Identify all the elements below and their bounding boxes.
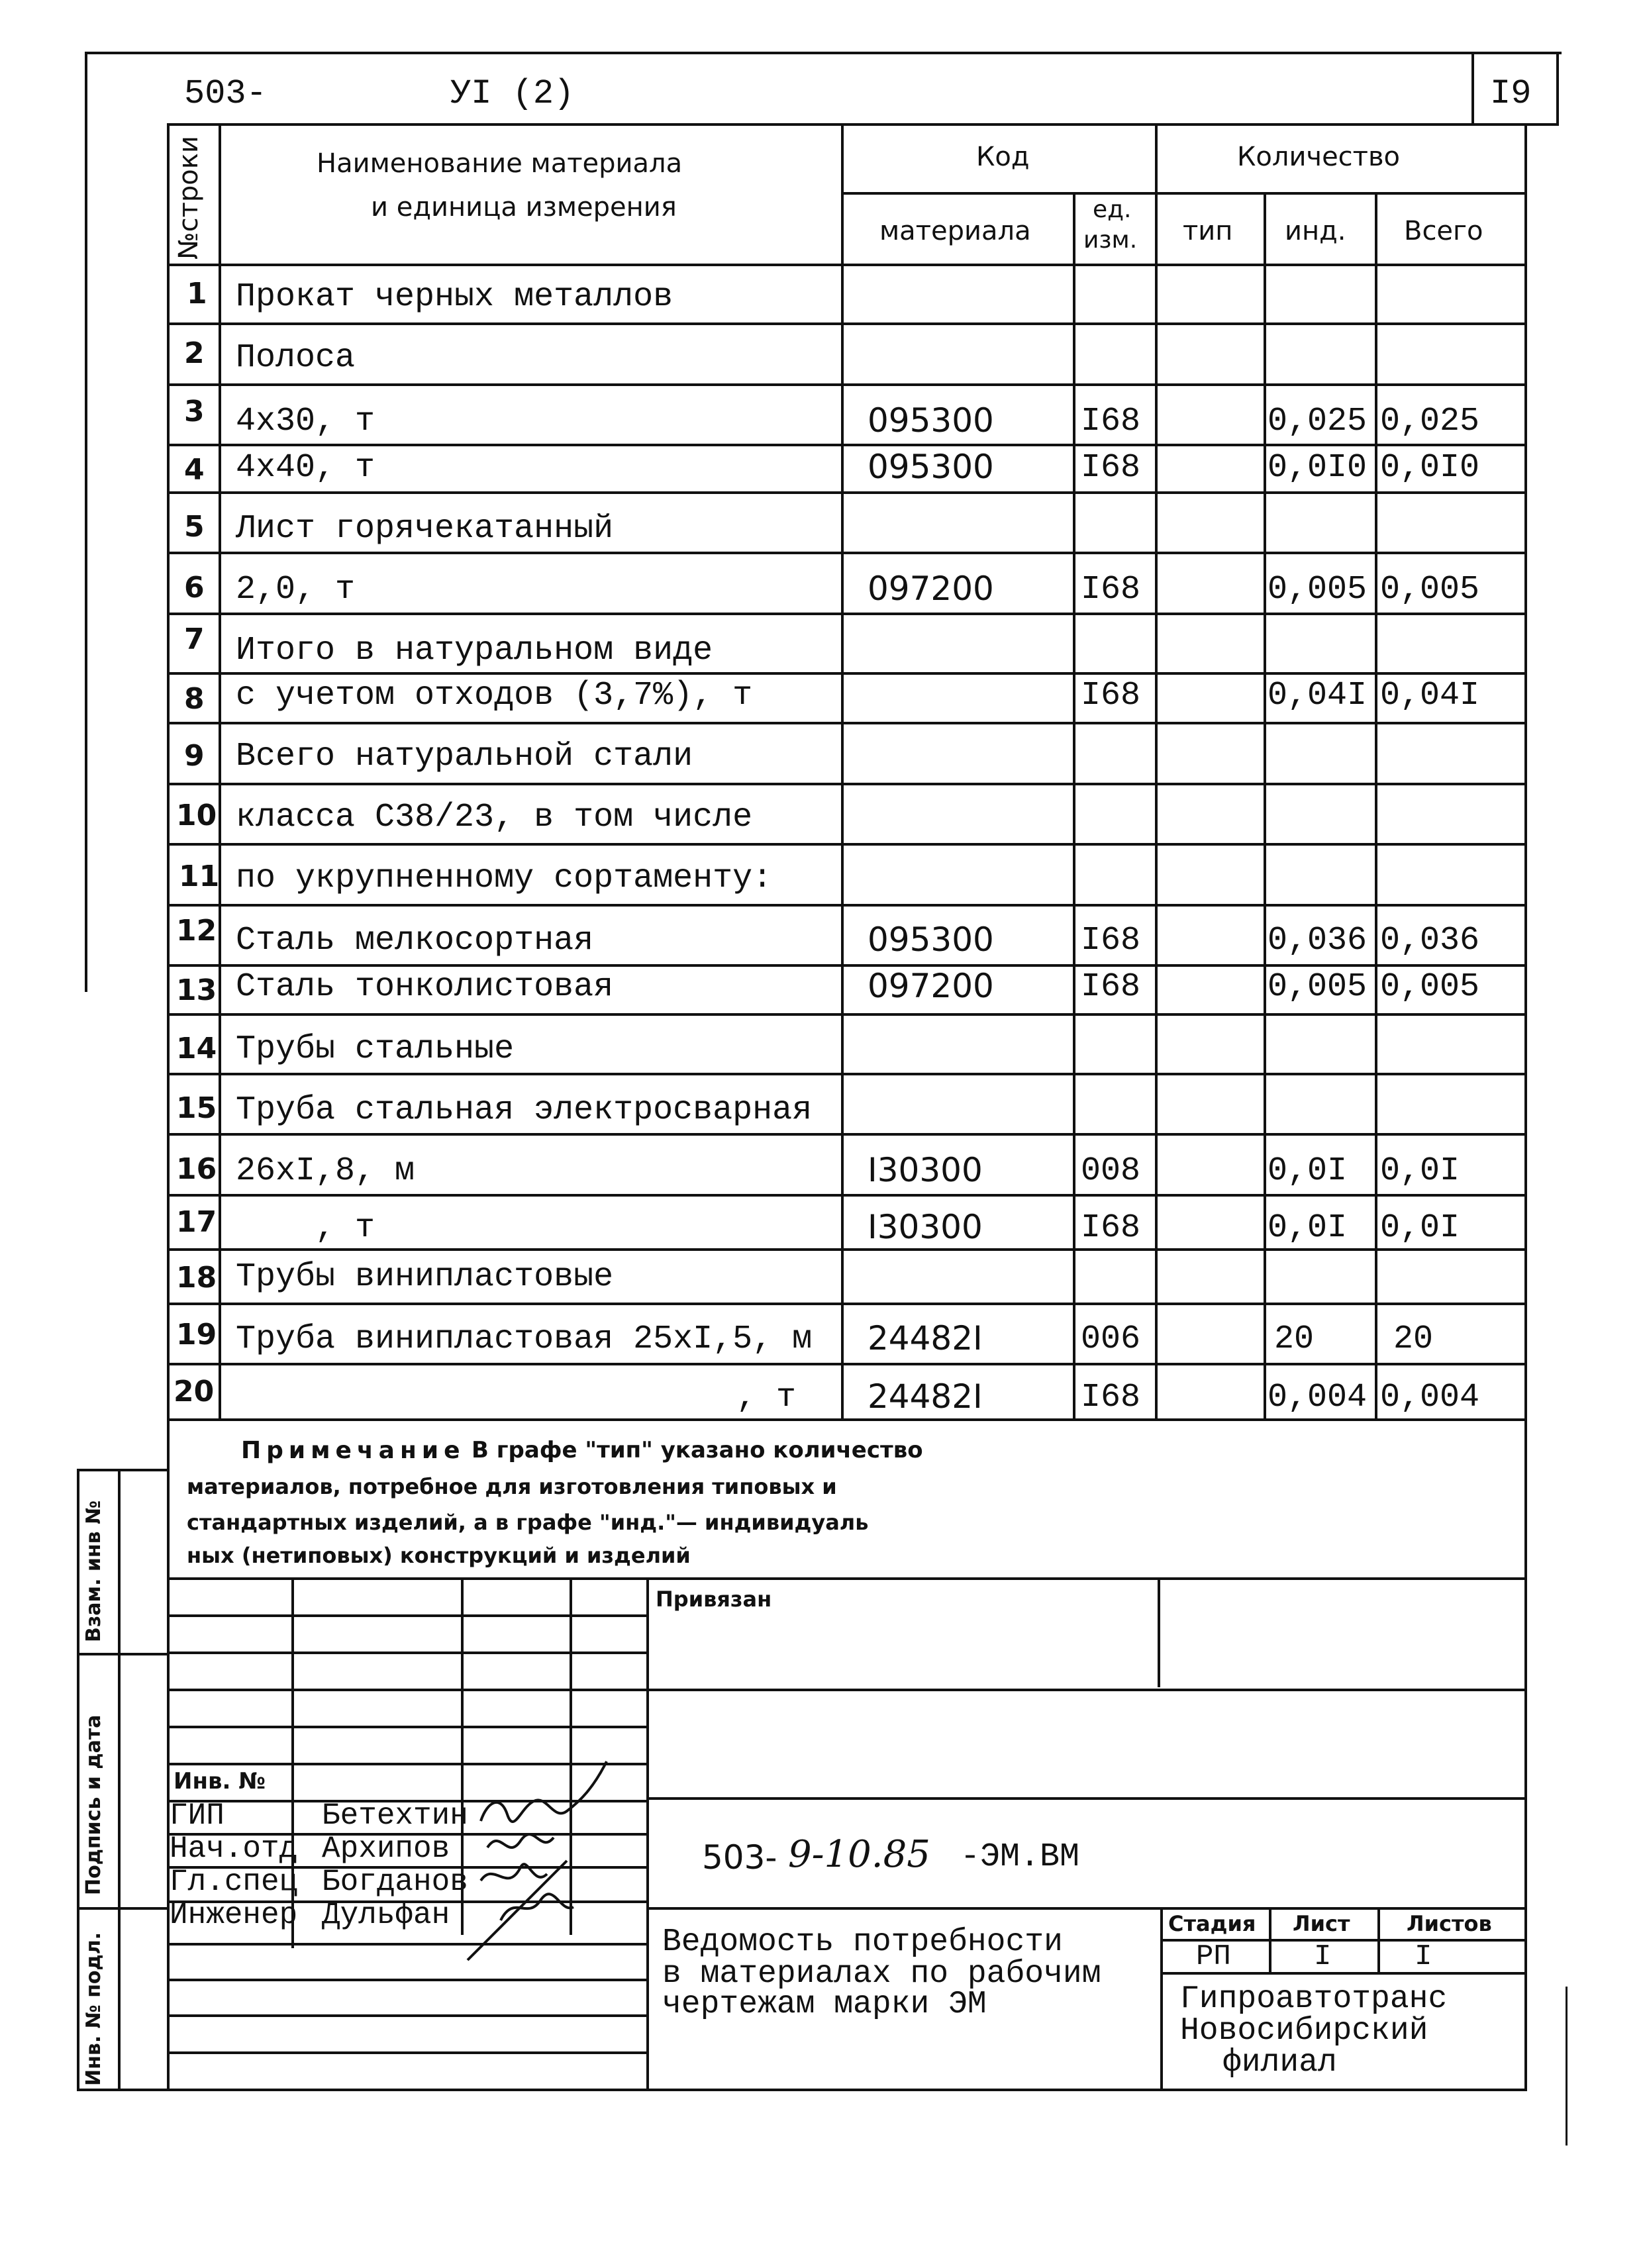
row-line-7	[167, 672, 1526, 675]
doc-title-line-1: Ведомость потребности	[662, 1924, 1063, 1960]
col-header-code: Код	[976, 142, 1030, 172]
col-header-row-no: №строки	[174, 136, 204, 260]
sheet-number-box-left	[1471, 52, 1474, 126]
col-header-ind: инд.	[1285, 216, 1346, 246]
row-name: 4х40, т	[236, 449, 375, 487]
role-nach-otd: Нач.отд	[170, 1832, 298, 1866]
row-name: 2,0, т	[236, 571, 356, 609]
col-header-type: тип	[1183, 216, 1233, 246]
name-betekhtin: Бетехтин	[322, 1799, 468, 1833]
row-name: Итого в натуральном виде	[236, 632, 713, 669]
row-line-9	[167, 783, 1526, 785]
note-line-4: ных (нетиповых) конструкций и изделий	[187, 1543, 691, 1568]
row-ind: 0,036	[1268, 922, 1368, 960]
tb-code-bottom	[646, 1907, 1526, 1910]
issue-label: УI (2)	[450, 74, 575, 113]
row-ind: 0,005	[1268, 968, 1368, 1006]
row-name: Труба стальная электросварная	[236, 1091, 813, 1129]
row-line-2	[167, 383, 1526, 386]
note-line-3: стандартных изделий, а в графе "инд."— индивидуаль	[187, 1510, 869, 1535]
row-line-5	[167, 552, 1526, 554]
col-line-name	[841, 123, 844, 1418]
row-unit: I68	[1081, 922, 1141, 960]
row-number: 17	[176, 1205, 217, 1239]
row-total: 0,0I	[1380, 1152, 1460, 1190]
name-arkhipov: Архипов	[322, 1832, 450, 1866]
row-ind: 0,005	[1268, 571, 1368, 609]
row-number: 2	[184, 336, 205, 370]
row-line-12	[167, 964, 1526, 967]
col-header-unit-1: ед.	[1093, 196, 1132, 223]
org-line-1: Гипроавтотранс	[1180, 1981, 1448, 2017]
header-bottom-line	[167, 264, 1526, 266]
sheet-number-box-right	[1556, 52, 1559, 126]
row-name: Трубы стальные	[236, 1030, 515, 1068]
role-inzhener: Инженер	[170, 1898, 298, 1932]
frame-bottom-line	[77, 2089, 1527, 2091]
row-number: 10	[176, 799, 217, 832]
row-line-1	[167, 322, 1526, 325]
doc-code-prefix: 503-	[702, 1838, 777, 1877]
row-number: 13	[176, 973, 217, 1007]
row-number: 8	[184, 682, 205, 716]
row-name: , т	[236, 1209, 375, 1247]
table-right-border	[1524, 123, 1527, 2090]
row-total: 0,004	[1380, 1379, 1480, 1416]
row-unit: I68	[1081, 403, 1141, 440]
col-header-name-line1: Наименование материала	[317, 148, 683, 179]
row-ind: 0,0I	[1268, 1209, 1348, 1247]
row-total: 20	[1393, 1320, 1434, 1358]
role-gip: ГИП	[170, 1799, 224, 1833]
col-line-type	[1264, 192, 1266, 1418]
row-unit: I68	[1081, 1379, 1141, 1416]
org-line-3: филиал	[1222, 2045, 1337, 2081]
row-total: 0,04I	[1380, 677, 1480, 715]
tb-left-row-2	[167, 1652, 648, 1654]
row-ind: 0,025	[1268, 403, 1368, 440]
row-number: 7	[184, 622, 205, 656]
row-name: Полоса	[236, 339, 356, 377]
signatures-drawing	[461, 1748, 653, 1967]
note-label: Примечание	[241, 1437, 466, 1464]
header-mid-line	[841, 192, 1526, 195]
row-number: 4	[184, 453, 205, 487]
row-line-11	[167, 904, 1526, 907]
row-number: 15	[176, 1091, 217, 1125]
col-line-code	[1073, 192, 1075, 1418]
doc-code-handwritten: 9-10.85	[788, 1833, 930, 1876]
row-name: 4х30, т	[236, 403, 375, 440]
row-line-18	[167, 1303, 1526, 1305]
org-line-2: Новосибирский	[1180, 2013, 1428, 2049]
tb-left-row-11	[167, 1979, 648, 1981]
side-stamp-podpis: Подпись и дата	[82, 1714, 105, 1895]
row-name: с учетом отходов (3,7%), т	[236, 677, 753, 715]
row-unit: I68	[1081, 677, 1141, 715]
side-stamp-line-2	[77, 1907, 170, 1910]
sheets-value: I	[1415, 1940, 1432, 1973]
row-line-14	[167, 1073, 1526, 1075]
row-code: 24482I	[868, 1319, 983, 1357]
row-code: I30300	[868, 1208, 983, 1246]
row-line-15	[167, 1133, 1526, 1136]
side-stamp-line-1	[77, 1653, 170, 1655]
col-header-quantity: Количество	[1237, 142, 1401, 172]
row-unit: I68	[1081, 968, 1141, 1006]
series-label: 503-	[184, 74, 267, 113]
row-code: 097200	[868, 967, 994, 1005]
row-line-13	[167, 1013, 1526, 1016]
col-header-code-material: материала	[879, 216, 1031, 246]
row-unit: I68	[1081, 1209, 1141, 1247]
page-edge-mark	[1566, 1987, 1568, 2145]
row-total: 0,005	[1380, 571, 1480, 609]
stage-block-left	[1160, 1907, 1163, 2089]
sheet-number: I9	[1490, 74, 1532, 113]
row-number: 6	[184, 571, 205, 605]
row-code: I30300	[868, 1151, 983, 1189]
stage-label: Стадия	[1168, 1911, 1256, 1936]
frame-top-line	[85, 52, 1562, 54]
doc-title-line-3: чертежам марки ЭМ	[662, 1987, 987, 2022]
row-total: 0,0I	[1380, 1209, 1460, 1247]
col-header-unit-2: изм.	[1083, 226, 1138, 254]
side-stamp-vzam: Взам. инв №	[82, 1500, 105, 1642]
row-ind: 0,004	[1268, 1379, 1368, 1416]
tb-row-3	[167, 1689, 1526, 1691]
row-name: Сталь мелкосортная	[236, 922, 594, 960]
tb-left-row-13	[167, 2051, 648, 2054]
row-line-17	[167, 1248, 1526, 1251]
row-unit: 006	[1081, 1320, 1141, 1358]
col-line-unit	[1155, 123, 1158, 1418]
row-name: Сталь тонколистовая	[236, 968, 614, 1006]
row-number: 14	[176, 1032, 217, 1065]
col-line-rowno	[219, 123, 221, 1418]
row-ind: 0,04I	[1268, 677, 1368, 715]
table-left-border	[167, 123, 170, 2090]
tb-left-row-12	[167, 2014, 648, 2017]
row-unit: 008	[1081, 1152, 1141, 1190]
row-number: 5	[184, 510, 205, 544]
row-number: 9	[184, 739, 205, 773]
row-total: 0,005	[1380, 968, 1480, 1006]
col-line-ind	[1375, 192, 1377, 1418]
col-header-total: Всего	[1404, 216, 1483, 246]
row-total: 0,036	[1380, 922, 1480, 960]
row-line-19	[167, 1363, 1526, 1365]
role-gl-spec: Гл.спец	[170, 1865, 298, 1899]
stage-value: РП	[1196, 1940, 1231, 1973]
tb-code-top	[646, 1797, 1526, 1800]
side-stamp-inv-podl: Инв. № подл.	[82, 1932, 105, 2086]
row-name: , т	[736, 1379, 797, 1416]
frame-left-line-upper	[85, 52, 87, 992]
row-code: 095300	[868, 401, 994, 440]
row-unit: I68	[1081, 571, 1141, 609]
row-name: Всего натуральной стали	[236, 738, 693, 775]
row-ind: 20	[1274, 1320, 1315, 1358]
row-code: 24482I	[868, 1377, 983, 1416]
name-bogdanov: Богданов	[322, 1865, 468, 1899]
sheet-value: I	[1314, 1940, 1332, 1973]
tb-left-row-4	[167, 1726, 648, 1728]
privyazan-label: Привязан	[656, 1587, 772, 1612]
row-total: 0,025	[1380, 403, 1480, 440]
row-code: 095300	[868, 448, 994, 486]
row-name: по укрупненному сортаменту:	[236, 860, 773, 897]
side-stamp-left-border	[77, 1469, 79, 2091]
row-line-10	[167, 843, 1526, 846]
row-number: 18	[176, 1261, 217, 1295]
row-unit: I68	[1081, 449, 1141, 487]
title-block-top-line	[167, 1577, 1526, 1580]
tb-left-row-1	[167, 1614, 648, 1617]
name-dulfan: Дульфан	[322, 1898, 450, 1932]
row-line-16	[167, 1194, 1526, 1197]
side-stamp-top	[77, 1469, 170, 1471]
row-number: 12	[176, 914, 217, 948]
row-number: 16	[176, 1152, 217, 1186]
row-number: 1	[187, 277, 207, 311]
row-line-20	[167, 1418, 1526, 1421]
doc-code-suffix: -ЭМ.ВМ	[960, 1838, 1080, 1876]
row-code: 095300	[868, 920, 994, 959]
row-line-6	[167, 613, 1526, 615]
inv-no-label: Инв. №	[174, 1768, 266, 1795]
sheets-label: Листов	[1407, 1911, 1492, 1936]
row-name: Прокат черных металлов	[236, 278, 673, 316]
row-number: 3	[184, 395, 205, 428]
doc-title-line-2: в материалах по рабочим	[662, 1956, 1101, 1992]
side-stamp-divider	[118, 1469, 121, 2091]
row-line-3	[167, 444, 1526, 446]
row-line-4	[167, 491, 1526, 494]
row-ind: 0,0I	[1268, 1152, 1348, 1190]
row-number: 20	[174, 1375, 215, 1408]
col-header-name-line2: и единица измерения	[371, 192, 677, 222]
row-name: Труба винипластовая 25хI,5, м	[236, 1320, 813, 1358]
row-name: класса С38/23, в том числе	[236, 799, 753, 836]
note-line-1: В графе "тип" указано количество	[472, 1437, 923, 1463]
tb-privyazan-divider	[1158, 1577, 1160, 1687]
header-baseline	[167, 123, 1559, 126]
row-name: 26хI,8, м	[236, 1152, 415, 1190]
row-code: 097200	[868, 569, 994, 608]
row-number: 19	[176, 1318, 217, 1352]
note-line-2: материалов, потребное для изготовления типовых и	[187, 1474, 837, 1499]
row-name: Лист горячекатанный	[236, 510, 614, 548]
row-number: 11	[179, 860, 220, 893]
row-name: Трубы винипластовые	[236, 1258, 614, 1296]
sheet-label: Лист	[1293, 1911, 1350, 1936]
row-total: 0,0I0	[1380, 449, 1480, 487]
row-ind: 0,0I0	[1268, 449, 1368, 487]
row-line-8	[167, 722, 1526, 724]
